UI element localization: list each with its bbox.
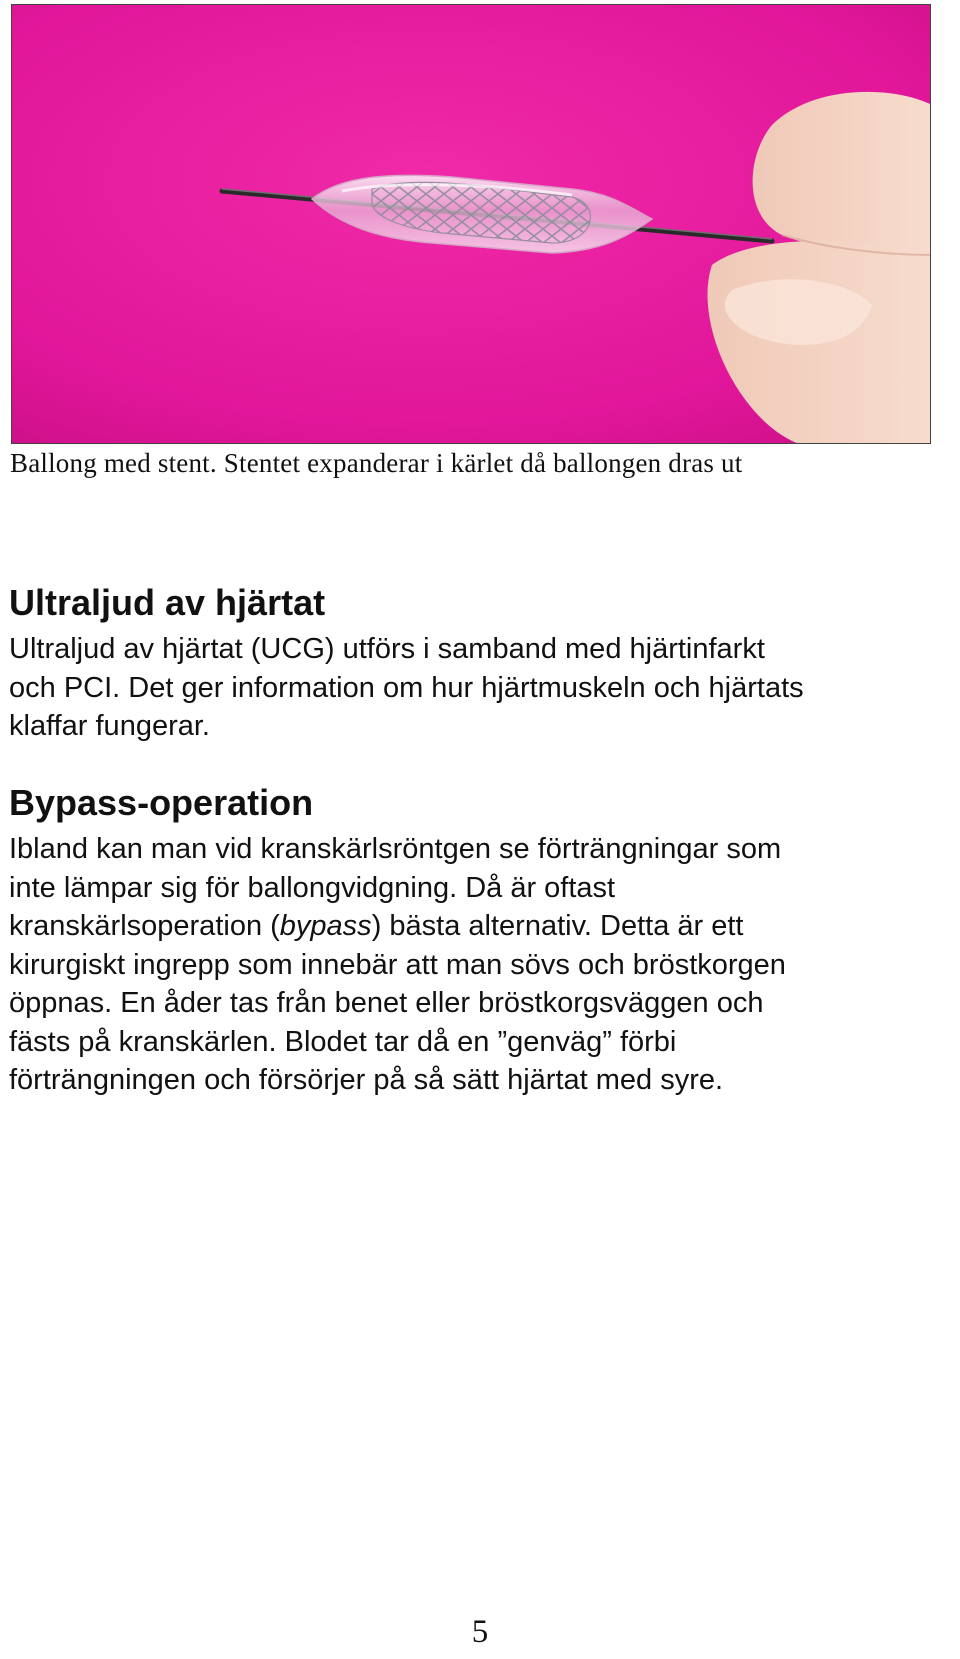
balloon-stent-photo bbox=[11, 4, 931, 444]
text-segment: kranskärlsoperation ( bbox=[9, 910, 280, 942]
text-segment: ) bästa alternativ. Detta är ett bbox=[371, 910, 744, 942]
heading-bypass: Bypass-operation bbox=[9, 782, 314, 823]
text-line: öppnas. En åder tas från benet eller bröstkorgsväggen och bbox=[9, 987, 764, 1019]
balloon-stent-illustration bbox=[12, 5, 931, 444]
text-line: förträngningen och försörjer på så sätt hjärtat med syre. bbox=[9, 1064, 724, 1096]
italic-term-bypass: bypass bbox=[279, 910, 372, 942]
text-line: kirurgiskt ingrepp som innebär att man sövs och bröstkorgen bbox=[9, 948, 786, 981]
heading-ultraljud: Ultraljud av hjärtat bbox=[9, 582, 326, 623]
text-line-with-italic bbox=[9, 907, 949, 946]
text-line: klaffar fungerar. bbox=[9, 710, 210, 742]
figure-caption: Ballong med stent. Stentet expanderar i kärlet då ballongen dras ut bbox=[10, 448, 743, 478]
paragraph-ultraljud bbox=[9, 630, 949, 746]
text-line: Ibland kan man vid kranskärlsröntgen se förträngningar som bbox=[9, 833, 782, 865]
text-line: Ultraljud av hjärtat (UCG) utförs i samband med hjärtinfarkt bbox=[9, 633, 765, 665]
text-line: och PCI. Det ger information om hur hjärtmuskeln och hjärtats bbox=[9, 671, 804, 704]
page-number: 5 bbox=[471, 1614, 489, 1650]
paragraph-bypass bbox=[9, 830, 949, 1100]
text-line: inte lämpar sig för ballongvidgning. Då är oftast bbox=[9, 871, 616, 904]
text-line: fästs på kranskärlen. Blodet tar då en ”genväg” förbi bbox=[9, 1025, 677, 1058]
